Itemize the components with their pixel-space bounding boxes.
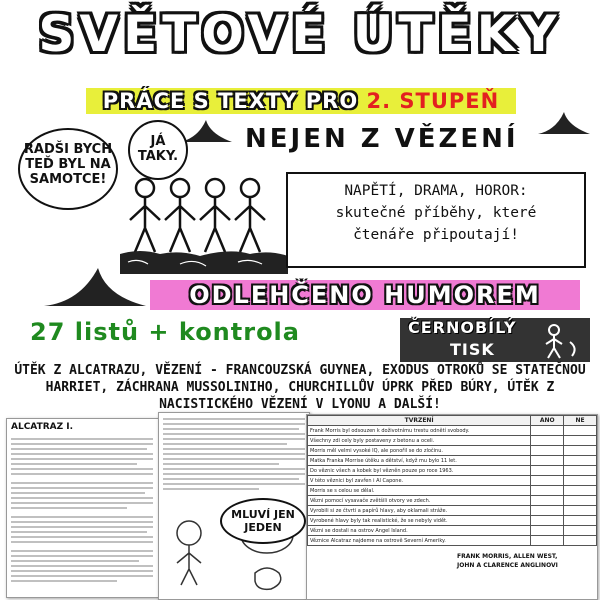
answer-line: JOHN A CLARENCE ANGLINOVI [457, 562, 558, 569]
statement-cell: Věznice Alcatraz najdeme na ostrově Severní Ameriky. [308, 536, 531, 546]
table-row [308, 526, 597, 536]
subtitle [86, 88, 516, 114]
statement-cell: Všechny zdi cely byly postaveny z betonu a oceli. [308, 436, 531, 446]
answer-cell [564, 486, 597, 496]
table-row [308, 456, 597, 466]
page-title: SVĚTOVÉ ÚTĚKY [38, 5, 562, 63]
statement-cell: Morris se s celou se dělal. [308, 486, 531, 496]
table-row [308, 446, 597, 456]
answer-cell [531, 466, 564, 476]
statement-cell: Matka Franka Morrise útěku a dětství, když mu bylo 11 let. [308, 456, 531, 466]
answer-cell [564, 426, 597, 436]
answer-cell [531, 536, 564, 546]
answer-cell [564, 516, 597, 526]
answer-cell [564, 536, 597, 546]
subtitle-prefix: PRÁCE S TEXTY PRO [102, 89, 367, 113]
answer-cell [531, 506, 564, 516]
answer-cell [564, 436, 597, 446]
answer-cell [564, 526, 597, 536]
answer-line: FRANK MORRIS, ALLEN WEST, [457, 553, 558, 560]
printer-figure-icon [540, 322, 584, 360]
speech-bubble-left: RADŠI BYCH TEĎ BYL NA SAMOTCE! [18, 128, 118, 210]
answer-cell [531, 496, 564, 506]
table-header: NE [564, 416, 597, 426]
answer-cell [531, 446, 564, 456]
statement-cell: Vězni se dostali na ostrov Angel Island. [308, 526, 531, 536]
statement-cell: Vězni pomocí vysavače zvětšili otvory ve zdech. [308, 496, 531, 506]
table-row [308, 466, 597, 476]
table-row [308, 536, 597, 546]
answer-cell [531, 516, 564, 526]
info-box [286, 172, 586, 268]
shark-fin-icon [40, 262, 150, 312]
statement-cell: Vyrobené hlavy byly tak realistické, že se nebyly vidět. [308, 516, 531, 526]
table-row [308, 506, 597, 516]
statements-table [307, 415, 597, 546]
info-line: čtenáře připoutají! [353, 227, 519, 243]
print-badge-line1: ČERNOBÍLÝ [408, 318, 517, 337]
statement-cell: Vyrobili si ze čtvrti a papírů hlavy, aby oklamali stráže. [308, 506, 531, 516]
answer-cell [564, 476, 597, 486]
info-line: skutečné příběhy, které [335, 205, 537, 221]
statement-cell: Do věznic všech a kobek byl vězněn pouze po roce 1963. [308, 466, 531, 476]
humor-banner: ODLEHČENO HUMOREM [189, 281, 541, 309]
table-row [308, 496, 597, 506]
answer-cell [531, 526, 564, 536]
answer-cell [564, 496, 597, 506]
table-header: ANO [531, 416, 564, 426]
description: ÚTĚK Z ALCATRAZU, VĚZENÍ - FRANCOUZSKÁ GUYNEA, EXODUS OTROKŮ SE STATEČNOU HARRIET, ZÁCHRANA MUSSOLINIHO, CHURCHILLŮV ÚPRK PŘED BÚRY, ÚTĚK Z NACISTICKÉHO VĚZENÍ V LYONU A DALŠÍ! [14, 363, 586, 412]
table-row [308, 436, 597, 446]
info-line: NAPĚTÍ, DRAMA, HOROR: [344, 183, 528, 199]
answer-cell [564, 466, 597, 476]
preview-sheet-table [306, 414, 598, 600]
answer-cell [531, 436, 564, 446]
speech-bubble-preview: MLUVÍ JEN JEDEN [220, 498, 306, 544]
answer-cell [564, 456, 597, 466]
answer-cell [531, 456, 564, 466]
print-badge-line2: TISK [450, 340, 495, 359]
answer-cell [531, 426, 564, 436]
answer-cell [531, 476, 564, 486]
subtitle-grade: 2. STUPEŇ [366, 89, 500, 113]
preview-sheet-title: ALCATRAZ I. [11, 422, 74, 432]
statement-cell: Morris měl velmi vysoké IQ, ale ponořil se do zločinu. [308, 446, 531, 456]
table-header: TVRZENÍ [308, 416, 531, 426]
text-lines-placeholder [7, 435, 157, 595]
table-row [308, 486, 597, 496]
shark-fin-icon [534, 108, 594, 138]
table-row [308, 426, 597, 436]
answer-cell [564, 506, 597, 516]
answer-cell [564, 446, 597, 456]
speech-bubble-right: JÁ TAKY. [128, 120, 188, 180]
statement-cell: Frank Morris byl odsouzen k doživotnímu trestu odnětí svobody. [308, 426, 531, 436]
table-row [308, 476, 597, 486]
print-badge [400, 318, 590, 362]
statement-cell: V této věznici byl zavřen i Al Capone. [308, 476, 531, 486]
preview-sheet-text [6, 418, 162, 598]
answer-cell [531, 486, 564, 496]
table-row [308, 516, 597, 526]
sheets-count: 27 listů + kontrola [30, 318, 300, 346]
tagline: NEJEN Z VĚZENÍ [245, 124, 519, 154]
